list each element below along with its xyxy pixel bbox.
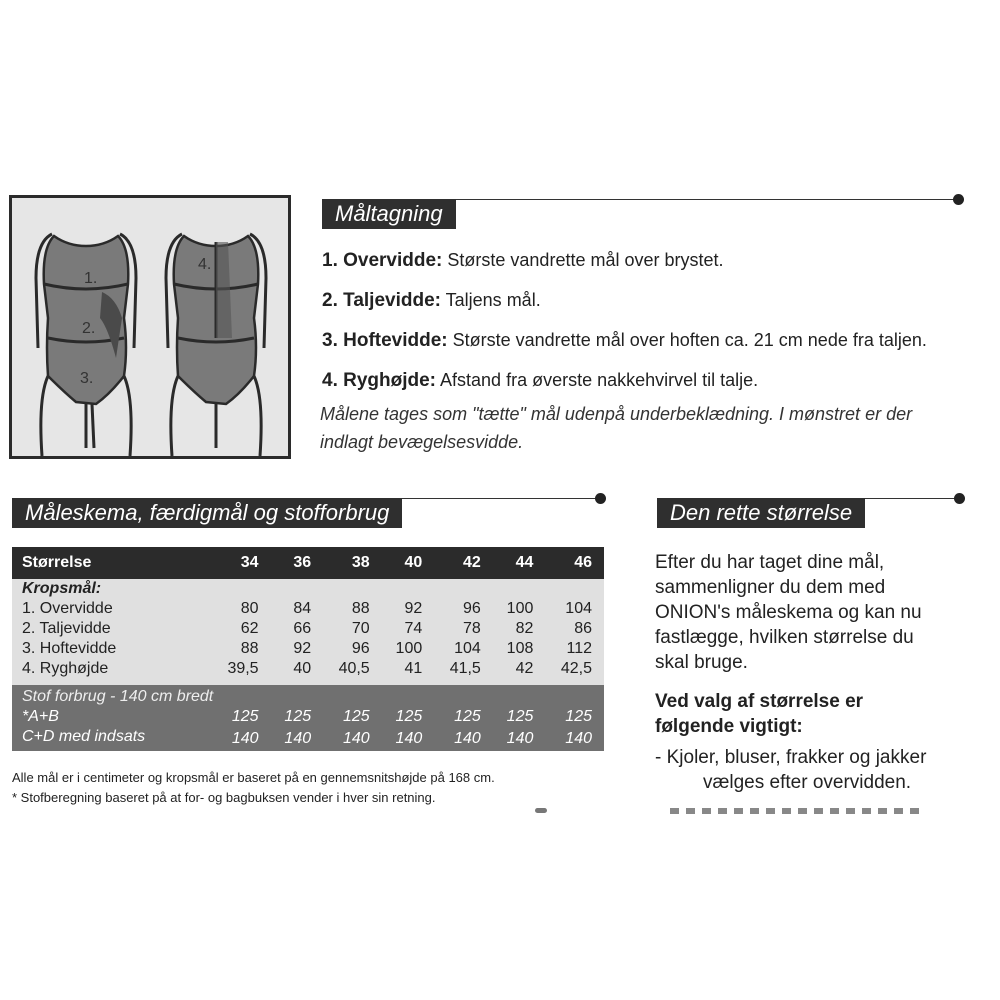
table-row bbox=[12, 727, 604, 751]
cell: 92 bbox=[382, 599, 435, 619]
cell: 108 bbox=[493, 639, 546, 659]
cell: 41 bbox=[382, 659, 435, 679]
size-header-cell: 38 bbox=[323, 547, 382, 579]
measurement-term: 3. Hoftevidde: bbox=[322, 330, 448, 351]
cell: 112 bbox=[545, 639, 604, 659]
paragraph-line: fastlægge, hvilken størrelse du bbox=[655, 627, 914, 648]
measurement-term: 4. Ryghøjde: bbox=[322, 370, 437, 391]
header-dot bbox=[954, 493, 965, 504]
row-label: 1. Overvidde bbox=[12, 599, 212, 619]
cell: 66 bbox=[271, 619, 324, 639]
row-label: 3. Hoftevidde bbox=[12, 639, 212, 659]
measurement-desc: Afstand fra øverste nakkehvirvel til talje. bbox=[440, 370, 759, 390]
footnote: Alle mål er i centimeter og kropsmål er baseret på en gennemsnitshøjde på 168 cm. bbox=[12, 770, 495, 785]
right-size-title: Den rette størrelse bbox=[657, 498, 865, 528]
cell: 140 bbox=[545, 727, 604, 751]
measurement-desc: Største vandrette mål over brystet. bbox=[447, 250, 724, 270]
figure-label-2: 2. bbox=[82, 320, 96, 337]
body-figures-graphic bbox=[12, 198, 288, 456]
measurement-desc: Største vandrette mål over hoften ca. 21 cm nede fra taljen. bbox=[452, 330, 927, 350]
cell: 82 bbox=[493, 619, 546, 639]
body-section-label: Kropsmål: bbox=[12, 579, 604, 599]
paragraph-line: Efter du har taget dine mål, bbox=[655, 552, 885, 573]
paragraph-line: ONION's måleskema og kan nu bbox=[655, 602, 922, 623]
paragraph-line: sammenligner du dem med bbox=[655, 577, 886, 598]
cell: 96 bbox=[323, 639, 382, 659]
header-dot bbox=[595, 493, 606, 504]
cell: 140 bbox=[212, 727, 271, 751]
cell: 84 bbox=[271, 599, 324, 619]
subheading-line: Ved valg af størrelse er bbox=[655, 691, 864, 712]
cell: 74 bbox=[382, 619, 435, 639]
cell: 96 bbox=[434, 599, 493, 619]
measurement-item bbox=[322, 285, 982, 325]
measuring-section-header bbox=[322, 195, 964, 229]
cell: 125 bbox=[323, 707, 382, 727]
cell: 40,5 bbox=[323, 659, 382, 679]
size-header-cell: 42 bbox=[434, 547, 493, 579]
measurement-list bbox=[322, 245, 982, 405]
measurement-item bbox=[322, 325, 982, 365]
footnote: * Stofberegning baseret på at for- og bagbuksen vender i hver sin retning. bbox=[12, 790, 436, 805]
fabric-section-label: Stof forbrug - 140 cm bredt bbox=[12, 685, 604, 707]
cell: 39,5 bbox=[212, 659, 271, 679]
size-header-cell: 40 bbox=[382, 547, 435, 579]
figure-label-4: 4. bbox=[198, 256, 212, 273]
table-row bbox=[12, 707, 604, 727]
cell: 88 bbox=[323, 599, 382, 619]
row-label: 2. Taljevidde bbox=[12, 619, 212, 639]
table-section-row bbox=[12, 685, 604, 707]
cell: 125 bbox=[545, 707, 604, 727]
cell: 40 bbox=[271, 659, 324, 679]
table-row bbox=[12, 599, 604, 619]
row-label: *A+B bbox=[12, 707, 212, 727]
header-dot bbox=[953, 194, 964, 205]
cell: 41,5 bbox=[434, 659, 493, 679]
measurement-note bbox=[320, 400, 990, 456]
note-line: Målene tages som "tætte" mål udenpå underbeklædning. I mønstret er der bbox=[320, 404, 913, 424]
cell: 86 bbox=[545, 619, 604, 639]
row-label: 4. Ryghøjde bbox=[12, 659, 212, 679]
cell: 80 bbox=[212, 599, 271, 619]
figure-label-3: 3. bbox=[80, 370, 94, 387]
cell: 140 bbox=[434, 727, 493, 751]
size-header-label: Størrelse bbox=[12, 547, 212, 579]
cell: 88 bbox=[212, 639, 271, 659]
cell: 140 bbox=[493, 727, 546, 751]
measurement-desc: Taljens mål. bbox=[445, 290, 541, 310]
table-row bbox=[12, 639, 604, 659]
cropped-text-fragment bbox=[670, 808, 920, 814]
right-size-bullet bbox=[655, 745, 985, 795]
subheading-line: følgende vigtigt: bbox=[655, 716, 803, 737]
measurement-item bbox=[322, 245, 982, 285]
bullet-line: vælges efter overvidden. bbox=[703, 772, 912, 793]
right-size-subheading bbox=[655, 689, 985, 739]
cell: 104 bbox=[434, 639, 493, 659]
right-size-section-header bbox=[657, 494, 965, 528]
cell: 100 bbox=[493, 599, 546, 619]
bullet-line: - Kjoler, bluser, frakker og jakker bbox=[655, 747, 927, 768]
size-chart-section-header bbox=[12, 494, 606, 528]
cell: 100 bbox=[382, 639, 435, 659]
cell: 42,5 bbox=[545, 659, 604, 679]
size-header-cell: 34 bbox=[212, 547, 271, 579]
cell: 70 bbox=[323, 619, 382, 639]
figure-label-1: 1. bbox=[84, 270, 98, 287]
measurement-illustration bbox=[9, 195, 291, 459]
cell: 92 bbox=[271, 639, 324, 659]
measurement-item bbox=[322, 365, 982, 405]
table-section-row bbox=[12, 579, 604, 599]
cell: 140 bbox=[323, 727, 382, 751]
table-row bbox=[12, 659, 604, 679]
note-line: indlagt bevægelsesvidde. bbox=[320, 432, 524, 452]
cell: 140 bbox=[382, 727, 435, 751]
cell: 78 bbox=[434, 619, 493, 639]
cell: 125 bbox=[212, 707, 271, 727]
measuring-title: Måltagning bbox=[322, 199, 456, 229]
cell: 125 bbox=[434, 707, 493, 727]
table-header-row bbox=[12, 547, 604, 579]
cropped-text-fragment bbox=[535, 808, 547, 813]
row-label: C+D med indsats bbox=[12, 727, 212, 751]
cell: 42 bbox=[493, 659, 546, 679]
size-chart-table bbox=[12, 547, 604, 751]
paragraph-line: skal bruge. bbox=[655, 652, 748, 673]
cell: 125 bbox=[271, 707, 324, 727]
size-header-cell: 44 bbox=[493, 547, 546, 579]
size-chart-footnotes bbox=[12, 768, 495, 808]
measurement-term: 2. Taljevidde: bbox=[322, 290, 441, 311]
cell: 125 bbox=[382, 707, 435, 727]
cell: 125 bbox=[493, 707, 546, 727]
measurement-term: 1. Overvidde: bbox=[322, 250, 443, 271]
size-header-cell: 36 bbox=[271, 547, 324, 579]
cell: 140 bbox=[271, 727, 324, 751]
right-size-paragraph bbox=[655, 550, 985, 675]
cell: 62 bbox=[212, 619, 271, 639]
size-chart-title: Måleskema, færdigmål og stofforbrug bbox=[12, 498, 402, 528]
size-header-cell: 46 bbox=[545, 547, 604, 579]
cell: 104 bbox=[545, 599, 604, 619]
table-row bbox=[12, 619, 604, 639]
